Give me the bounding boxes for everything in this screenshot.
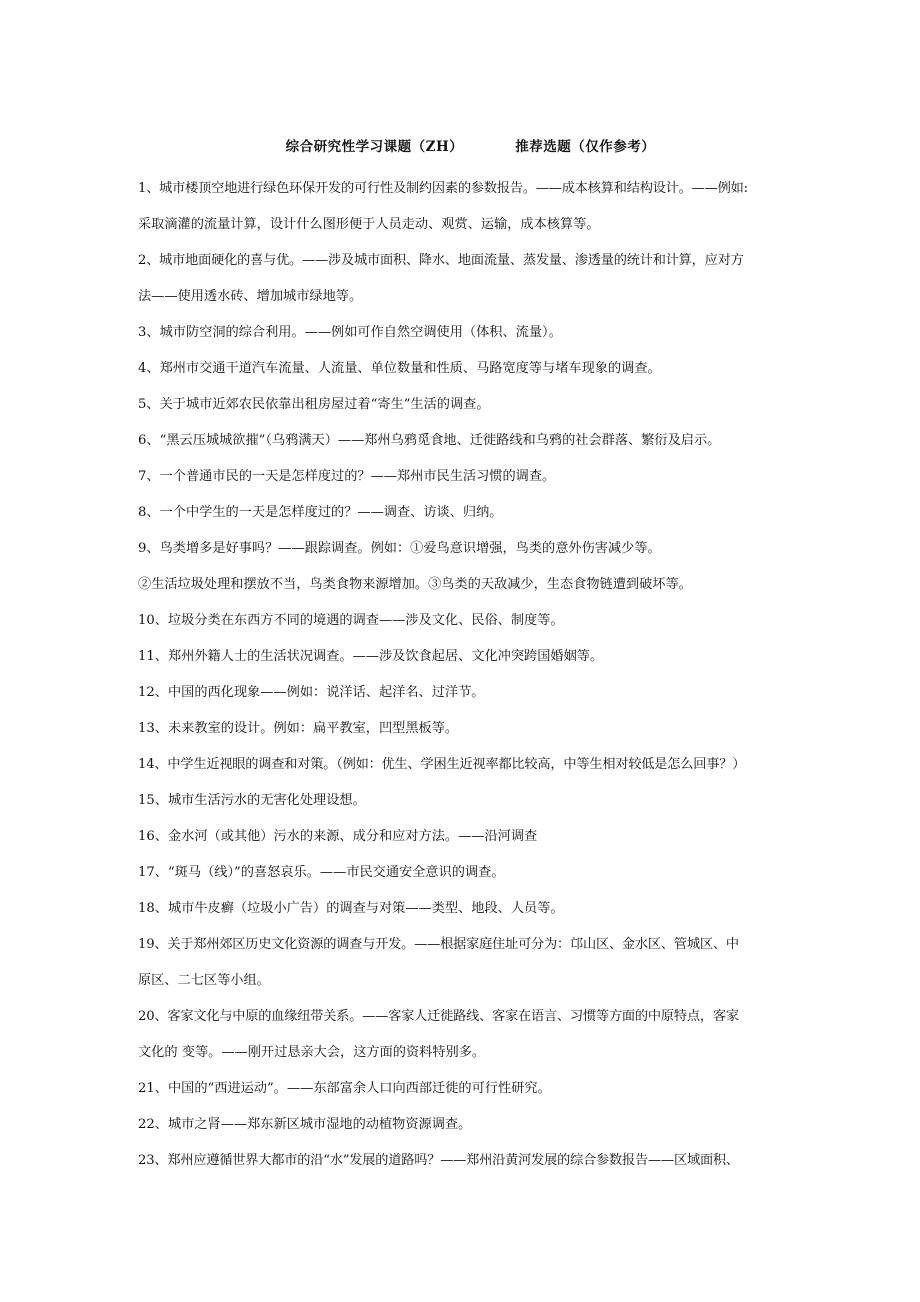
topic-line: 2、城市地面硬化的喜与优。——涉及城市面积、降水、地面流量、蒸发量、渗透量的统计和计算，应对方 — [138, 253, 744, 268]
topic-line: ②生活垃圾处理和摆放不当，鸟类食物来源增加。③鸟类的天敌减少，生态食物链遭到破坏等。 — [138, 577, 692, 592]
topic-line: 17、“斑马（线）”的喜怒哀乐。——市民交通安全意识的调查。 — [138, 865, 505, 880]
topic-line: 11、郑州外籍人士的生活状况调查。——涉及饮食起居、文化冲突跨国婚姻等。 — [138, 649, 604, 664]
topic-line: 原区、二七区等小组。 — [138, 973, 270, 988]
topic-line: 21、中国的“西进运动”。——东部富余人口向西部迁徙的可行性研究。 — [138, 1081, 551, 1096]
document-title — [0, 119, 920, 171]
topic-line: 16、金水河（或其他）污水的来源、成分和应对方法。——沿河调查 — [138, 829, 538, 844]
title-subtitle: 推荐选题（仅作参考） — [515, 139, 656, 155]
topic-line: 23、郑州应遵循世界大都市的沿“水”发展的道路吗？——郑州沿黄河发展的综合参数报告——区域面积、 — [138, 1153, 739, 1168]
topic-line: 19、关于郑州郊区历史文化资源的调查与开发。——根据家庭住址可分为：邙山区、金水区、管城区、中 — [138, 937, 739, 952]
topic-line: 采取滴灌的流量计算，设计什么图形便于人员走动、观赏、运输，成本核算等。 — [138, 217, 600, 232]
topic-line: 10、垃圾分类在东西方不同的境遇的调查——涉及文化、民俗、制度等。 — [138, 613, 564, 628]
topic-line: 12、中国的西化现象——例如：说洋话、起洋名、过洋节。 — [138, 685, 485, 700]
topic-line: 22、城市之肾——郑东新区城市湿地的动植物资源调查。 — [138, 1117, 472, 1132]
topic-line: 15、城市生活污水的无害化处理设想。 — [138, 793, 366, 808]
topic-line: 3、城市防空洞的综合利用。——例如可作自然空调使用（体积、流量）。 — [138, 325, 562, 340]
title-main: 综合研究性学习课题（ZH） — [285, 139, 464, 155]
topic-line: 1、城市楼顶空地进行绿色环保开发的可行性及制约因素的参数报告。——成本核算和结构设计。——例如: — [138, 181, 748, 196]
topic-line: 5、关于城市近郊农民依靠出租房屋过着“寄生”生活的调查。 — [138, 397, 490, 412]
topic-line: 14、中学生近视眼的调查和对策。（例如：优生、学困生近视率都比较高，中等生相对较低是怎么回事？） — [138, 757, 746, 772]
topic-line: 13、未来教室的设计。例如：扁平教室，凹型黑板等。 — [138, 721, 459, 736]
topic-line: 20、客家文化与中原的血缘纽带关系。——客家人迁徙路线、客家在语言、习惯等方面的中原特点，客家 — [138, 1009, 739, 1024]
topic-line: 7、一个普通市民的一天是怎样度过的？——郑州市民生活习惯的调查。 — [138, 469, 556, 484]
topic-line: 文化的 变等。——刚开过恳亲大会，这方面的资料特别多。 — [138, 1045, 486, 1060]
topic-line: 18、城市牛皮癣（垃圾小广告）的调查与对策——类型、地段、人员等。 — [138, 901, 564, 916]
topic-line: 9、鸟类增多是好事吗？——跟踪调查。例如：①爱鸟意识增强，鸟类的意外伤害减少等。 — [138, 541, 661, 556]
topic-line: 6、“黑云压城城欲摧”（乌鸦满天）——郑州乌鸦觅食地、迁徙路线和乌鸦的社会群落、繁衍及启示。 — [138, 433, 721, 448]
topic-line: 8、一个中学生的一天是怎样度过的？——调查、访谈、归纳。 — [138, 505, 503, 520]
topic-line: 法——使用透水砖、增加城市绿地等。 — [138, 289, 363, 304]
topic-list — [138, 171, 788, 1179]
topic-line: 4、郑州市交通干道汽车流量、人流量、单位数量和性质、马路宽度等与堵车现象的调查。 — [138, 361, 661, 376]
